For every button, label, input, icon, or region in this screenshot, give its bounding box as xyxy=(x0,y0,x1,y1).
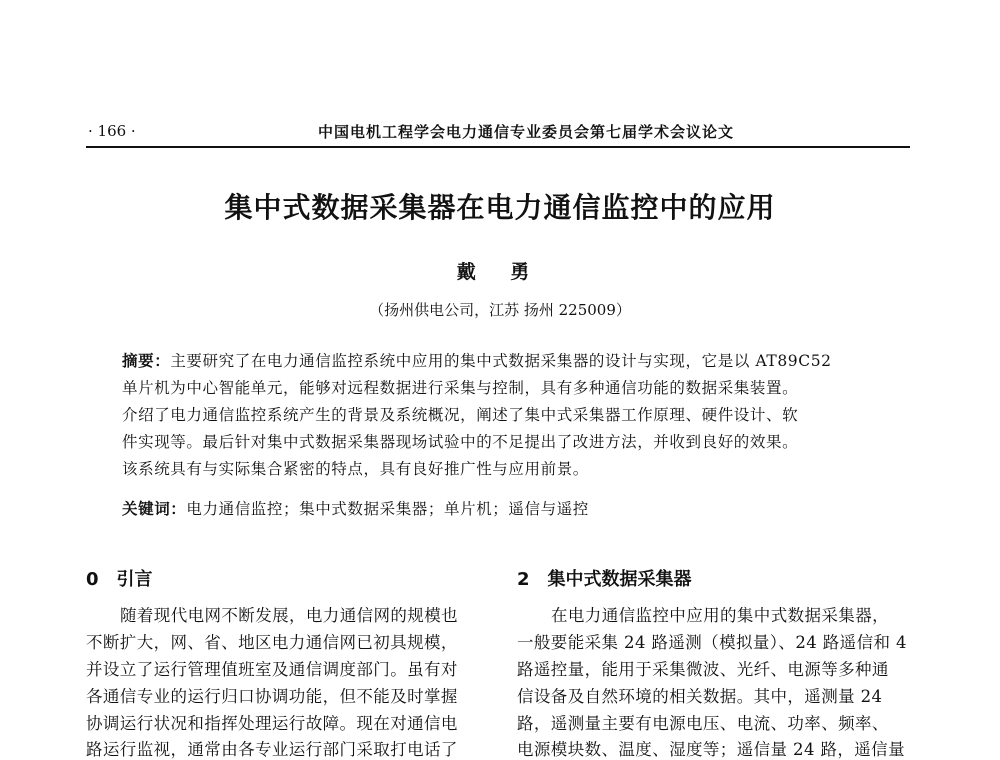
abstract-text: 主要研究了在电力通信监控系统中应用的集中式数据采集器的设计与实现，它是以 AT89C52 xyxy=(170,352,832,370)
body-line: 不断扩大，网、省、地区电力通信网已初具规模， xyxy=(86,633,458,652)
section-title: 引言 xyxy=(116,569,153,590)
author: 戴 勇 xyxy=(456,261,544,283)
body-line: 一般要能采集 24 路遥测（模拟量）、24 路遥信和 4 xyxy=(517,633,907,652)
abstract-line: 单片机为中心智能单元，能够对远程数据进行采集与控制，具有多种通信功能的数据采集装置。 xyxy=(122,379,799,397)
body-line: 电源模块数、温度、湿度等；遥信量 24 路，遥信量 xyxy=(517,740,905,759)
page-number: · 166 · xyxy=(88,122,136,140)
section-number: 2 xyxy=(517,569,530,590)
body-line: 协调运行状况和指挥处理运行故障。现在对通信电 xyxy=(86,714,458,733)
section-heading-introduction xyxy=(86,565,153,591)
section-title: 集中式数据采集器 xyxy=(547,569,692,590)
abstract-line: 件实现等。最后针对集中式数据采集器现场试验中的不足提出了改进方法，并收到良好的效果。 xyxy=(122,433,799,451)
section-heading-data-collector xyxy=(517,565,692,591)
keywords-label: 关键词： xyxy=(122,500,187,518)
abstract-line: 该系统具有与实际集合紧密的特点，具有良好推广性与应用前景。 xyxy=(122,460,589,478)
body-line: 在电力通信监控中应用的集中式数据采集器， xyxy=(551,606,889,625)
body-line: 信设备及自然环境的相关数据。其中，遥测量 24 xyxy=(517,687,883,706)
body-line: 并设立了运行管理值班室及通信调度部门。虽有对 xyxy=(86,660,458,679)
body-line: 路遥控量，能用于采集微波、光纤、电源等多种通 xyxy=(517,660,889,679)
abstract-label: 摘要： xyxy=(122,352,171,370)
header-rule xyxy=(86,146,910,148)
keywords xyxy=(122,497,589,519)
body-line: 随着现代电网不断发展，电力通信网的规模也 xyxy=(120,606,458,625)
abstract-line: 介绍了电力通信监控系统产生的背景及系统概况，阐述了集中式采集器工作原理、硬件设计、软 xyxy=(122,406,799,424)
abstract-line xyxy=(122,349,832,371)
affiliation: （扬州供电公司，江苏 扬州 225009） xyxy=(369,301,631,319)
section-number: 0 xyxy=(86,569,99,590)
keywords-text: 电力通信监控；集中式数据采集器；单片机；遥信与遥控 xyxy=(186,500,589,518)
paper-title: 集中式数据采集器在电力通信监控中的应用 xyxy=(224,191,776,224)
running-head: 中国电机工程学会电力通信专业委员会第七届学术会议论文 xyxy=(318,123,735,141)
body-line: 路运行监视，通常由各专业运行部门采取打电话了 xyxy=(86,740,458,759)
body-line: 各通信专业的运行归口协调功能，但不能及时掌握 xyxy=(86,687,458,706)
body-line: 路，遥测量主要有电源电压、电流、功率、频率、 xyxy=(517,714,889,733)
